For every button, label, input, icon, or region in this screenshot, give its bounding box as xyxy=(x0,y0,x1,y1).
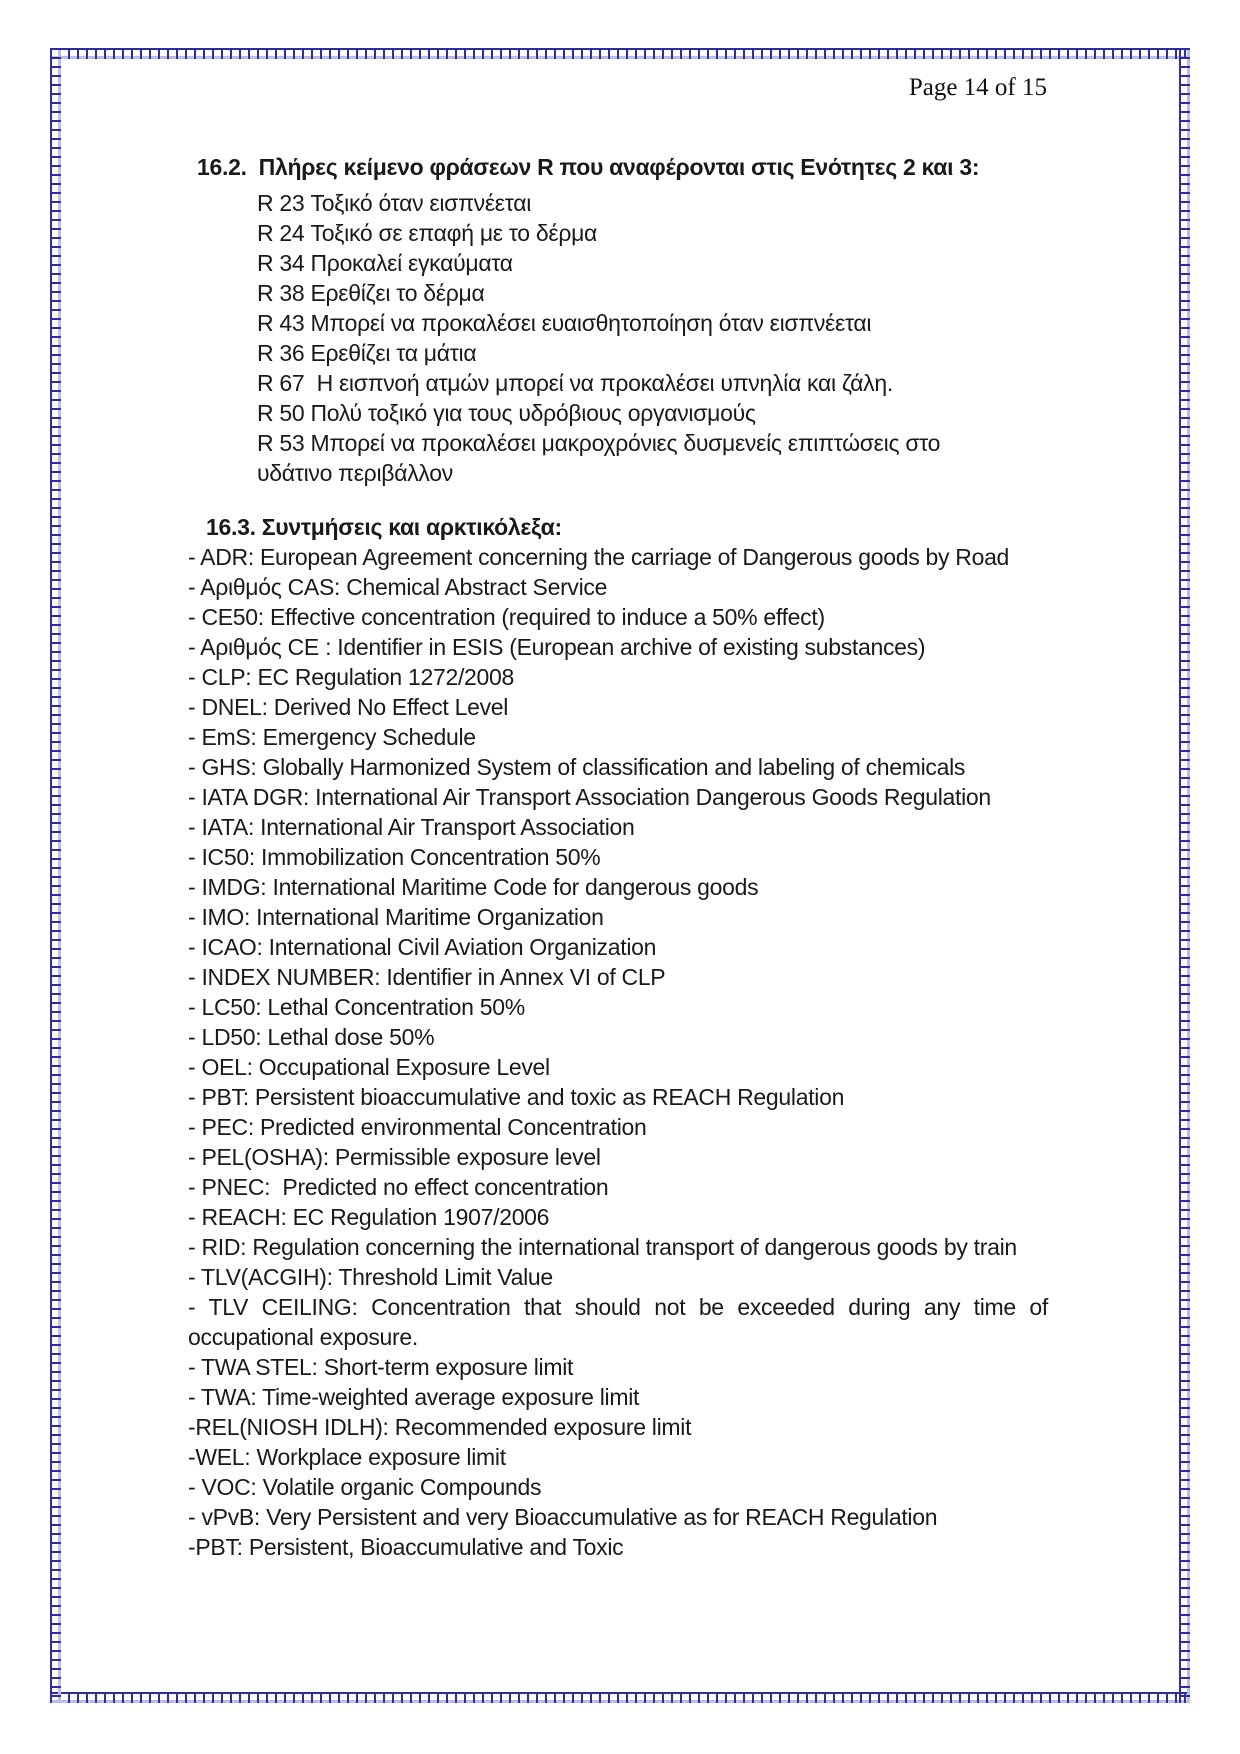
abbreviation-line: - IMDG: International Maritime Code for dangerous goods xyxy=(188,874,759,900)
r-phrase-list xyxy=(257,188,967,488)
abbreviation-line: - PEC: Predicted environmental Concentration xyxy=(188,1114,647,1140)
r-phrase-line: R 53 Μπορεί να προκαλέσει μακροχρόνιες δυσμενείς επιπτώσεις στο υδάτινο περιβάλλον xyxy=(257,430,941,486)
border-edge-right xyxy=(1179,48,1190,1703)
abbreviation-line: - ICAO: International Civil Aviation Organization xyxy=(188,934,657,960)
abbreviation-line: - IATA DGR: International Air Transport Association Dangerous Goods Regulation xyxy=(188,784,991,810)
abbreviation-line: -WEL: Workplace exposure limit xyxy=(188,1444,506,1470)
abbreviation-line: - TLV(ACGIH): Threshold Limit Value xyxy=(188,1264,553,1290)
section-16-2-title: Πλήρες κείμενο φράσεων R που αναφέρονται στις Ενότητες 2 και 3: xyxy=(258,154,980,180)
abbreviation-line: - Αριθμός CAS: Chemical Abstract Service xyxy=(188,574,608,600)
r-phrase-line: R 50 Πολύ τοξικό για τους υδρόβιους οργανισμούς xyxy=(257,400,756,426)
abbreviation-line: - Αριθμός CE : Identifier in ESIS (European archive of existing substances) xyxy=(188,634,926,660)
abbreviation-line: - TWA: Time-weighted average exposure limit xyxy=(188,1384,640,1410)
section-16-2-heading xyxy=(197,152,1179,182)
abbreviation-line: - PBT: Persistent bioaccumulative and toxic as REACH Regulation xyxy=(188,1084,845,1110)
abbreviation-line: -PBT: Persistent, Bioaccumulative and Toxic xyxy=(188,1534,624,1560)
abbreviation-line: -REL(NIOSH IDLH): Recommended exposure limit xyxy=(188,1414,692,1440)
r-phrase-line: R 36 Ερεθίζει τα μάτια xyxy=(257,340,477,366)
border-edge-left xyxy=(50,48,61,1703)
r-phrase-line: R 23 Τοξικό όταν εισπνέεται xyxy=(257,190,532,216)
abbreviation-line: - REACH: EC Regulation 1907/2006 xyxy=(188,1204,550,1230)
abbreviation-line: - ADR: European Agreement concerning the carriage of Dangerous goods by Road xyxy=(188,544,1010,570)
page-number: Page 14 of 15 xyxy=(908,74,1047,101)
abbreviation-line: - DNEL: Derived No Effect Level xyxy=(188,694,509,720)
abbreviation-line: - EmS: Emergency Schedule xyxy=(188,724,476,750)
abbreviation-line: - TWA STEL: Short-term exposure limit xyxy=(188,1354,574,1380)
section-16-2-number: 16.2. xyxy=(197,154,247,180)
abbreviation-line: - VOC: Volatile organic Compounds xyxy=(188,1474,542,1500)
section-16-3-title: 16.3. Συντμήσεις και αρκτικόλεξα: xyxy=(206,514,562,540)
border-edge-bottom xyxy=(50,1692,1190,1703)
abbreviation-line: - INDEX NUMBER: Identifier in Annex VI of CLP xyxy=(188,964,666,990)
section-16-2 xyxy=(61,152,1179,488)
abbreviation-line: - IC50: Immobilization Concentration 50% xyxy=(188,844,601,870)
abbreviation-line: - CLP: EC Regulation 1272/2008 xyxy=(188,664,514,690)
r-phrase-line: R 38 Ερεθίζει το δέρμα xyxy=(257,280,485,306)
abbreviation-line: - vPvB: Very Persistent and very Bioaccumulative as for REACH Regulation xyxy=(188,1504,938,1530)
r-phrase-line: R 34 Προκαλεί εγκαύματα xyxy=(257,250,513,276)
abbreviation-line: - IMO: International Maritime Organization xyxy=(188,904,604,930)
r-phrase-line: R 67 Η εισπνοή ατμών μπορεί να προκαλέσει υπνηλία και ζάλη. xyxy=(257,370,893,396)
abbreviation-list xyxy=(188,542,1048,1562)
r-phrase-line: R 24 Τοξικό σε επαφή με το δέρμα xyxy=(257,220,598,246)
border-edge-top xyxy=(50,48,1190,59)
abbreviation-line: - TLV CEILING: Concentration that should not be exceeded during any time of occupational exposure. xyxy=(188,1294,1048,1350)
abbreviation-line: - LD50: Lethal dose 50% xyxy=(188,1024,435,1050)
abbreviation-line: - OEL: Occupational Exposure Level xyxy=(188,1054,550,1080)
abbreviation-line: - IATA: International Air Transport Association xyxy=(188,814,635,840)
abbreviation-line: - RID: Regulation concerning the international transport of dangerous goods by train xyxy=(188,1234,1017,1260)
abbreviation-line: - LC50: Lethal Concentration 50% xyxy=(188,994,525,1020)
abbreviation-line: - CE50: Effective concentration (required to induce a 50% effect) xyxy=(188,604,825,630)
abbreviation-line: - PEL(OSHA): Permissible exposure level xyxy=(188,1144,601,1170)
page-content xyxy=(61,59,1179,1692)
abbreviation-line: - GHS: Globally Harmonized System of classification and labeling of chemicals xyxy=(188,754,966,780)
r-phrase-line: R 43 Μπορεί να προκαλέσει ευαισθητοποίηση όταν εισπνέεται xyxy=(257,310,872,336)
section-16-3 xyxy=(61,512,1179,1562)
abbreviation-line: - PNEC: Predicted no effect concentration xyxy=(188,1174,609,1200)
